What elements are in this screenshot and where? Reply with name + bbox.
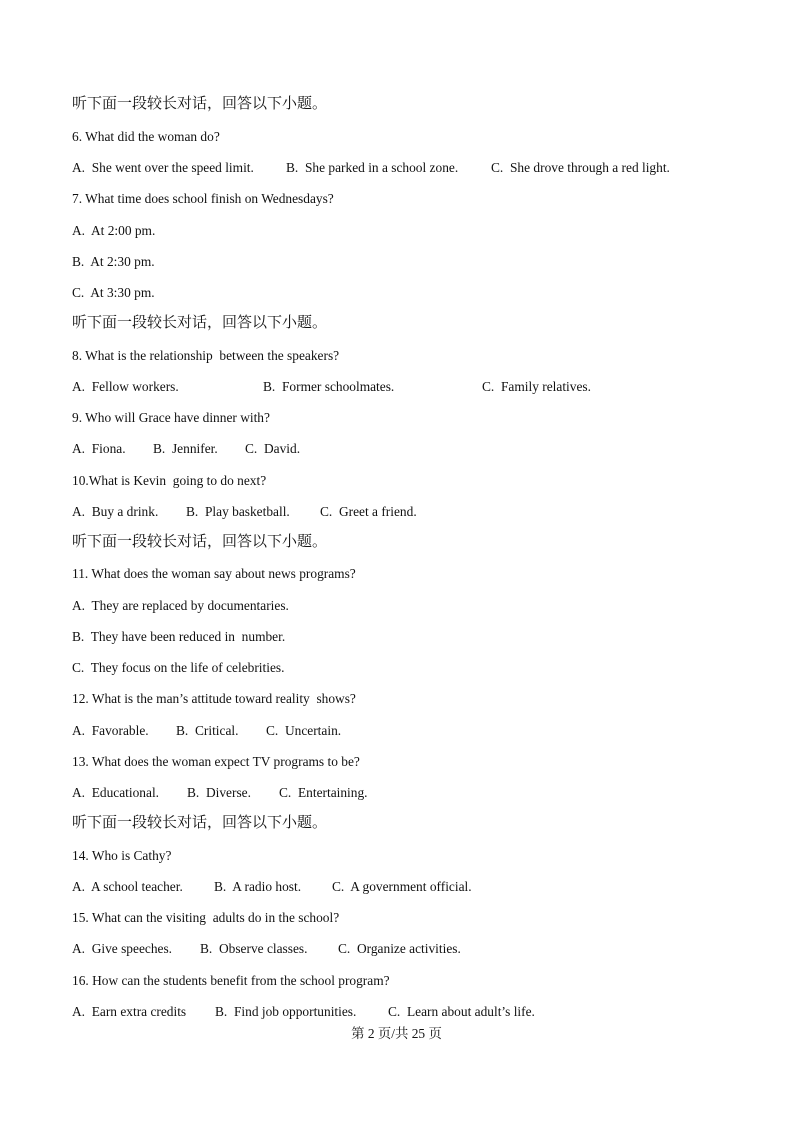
question-10: 10.What is Kevin going to do next?: [72, 473, 267, 488]
option-a: A. Fellow workers.: [72, 379, 179, 394]
option-c: C. At 3:30 pm.: [72, 285, 155, 300]
question-13: 13. What does the woman expect TV programs to be?: [72, 754, 360, 769]
options-row-16: [72, 1004, 752, 1020]
option-a: A. At 2:00 pm.: [72, 223, 156, 238]
options-row-14: [72, 879, 752, 895]
options-row-12: [72, 723, 752, 739]
option-a: A. Fiona.: [72, 441, 126, 456]
question-12: 12. What is the man’s attitude toward reality shows?: [72, 691, 356, 706]
section-heading: 听下面一段较长对话，回答以下小题。: [72, 534, 328, 550]
question-15: 15. What can the visiting adults do in the school?: [72, 910, 340, 925]
option-c: C. David.: [245, 441, 301, 456]
option-b: B. Former schoolmates.: [263, 379, 395, 394]
options-row-8: [72, 379, 752, 395]
options-row-6: [72, 160, 752, 176]
page-number-footer: 第 2 页/共 25 页: [351, 1026, 442, 1041]
section-heading: 听下面一段较长对话，回答以下小题。: [72, 315, 328, 331]
option-c: C. Greet a friend.: [320, 504, 417, 519]
option-b: B. Critical.: [176, 723, 239, 738]
option-b: B. She parked in a school zone.: [286, 160, 459, 175]
option-c: C. Entertaining.: [279, 785, 368, 800]
options-row-9: [72, 441, 752, 457]
question-9: 9. Who will Grace have dinner with?: [72, 410, 270, 425]
option-c: C. Organize activities.: [338, 941, 461, 956]
option-b: B. Jennifer.: [153, 441, 218, 456]
question-8: 8. What is the relationship between the speakers?: [72, 348, 340, 363]
option-b: B. Observe classes.: [200, 941, 308, 956]
option-a: A. They are replaced by documentaries.: [72, 598, 289, 613]
option-a: A. She went over the speed limit.: [72, 160, 254, 175]
option-b: B. Find job opportunities.: [215, 1004, 357, 1019]
option-c: C. A government official.: [332, 879, 472, 894]
option-b: B. Diverse.: [187, 785, 251, 800]
question-6: 6. What did the woman do?: [72, 129, 220, 144]
option-b: B. Play basketball.: [186, 504, 290, 519]
option-b: B. They have been reduced in number.: [72, 629, 286, 644]
option-b: B. At 2:30 pm.: [72, 254, 155, 269]
option-c: C. They focus on the life of celebrities.: [72, 660, 285, 675]
options-row-13: [72, 785, 752, 801]
question-16: 16. How can the students benefit from the school program?: [72, 973, 390, 988]
option-a: A. Give speeches.: [72, 941, 173, 956]
option-c: C. Learn about adult’s life.: [388, 1004, 535, 1019]
section-heading: 听下面一段较长对话，回答以下小题。: [72, 815, 328, 831]
option-a: A. A school teacher.: [72, 879, 183, 894]
options-row-15: [72, 941, 752, 957]
section-heading: 听下面一段较长对话，回答以下小题。: [72, 96, 328, 112]
option-a: A. Favorable.: [72, 723, 149, 738]
option-c: C. Family relatives.: [482, 379, 591, 394]
question-14: 14. Who is Cathy?: [72, 848, 172, 863]
option-b: B. A radio host.: [214, 879, 302, 894]
option-a: A. Buy a drink.: [72, 504, 159, 519]
option-a: A. Earn extra credits: [72, 1004, 187, 1019]
options-row-10: [72, 504, 752, 520]
question-11: 11. What does the woman say about news programs?: [72, 566, 356, 581]
option-c: C. She drove through a red light.: [491, 160, 670, 175]
question-7: 7. What time does school finish on Wednesdays?: [72, 191, 334, 206]
option-c: C. Uncertain.: [266, 723, 342, 738]
option-a: A. Educational.: [72, 785, 160, 800]
